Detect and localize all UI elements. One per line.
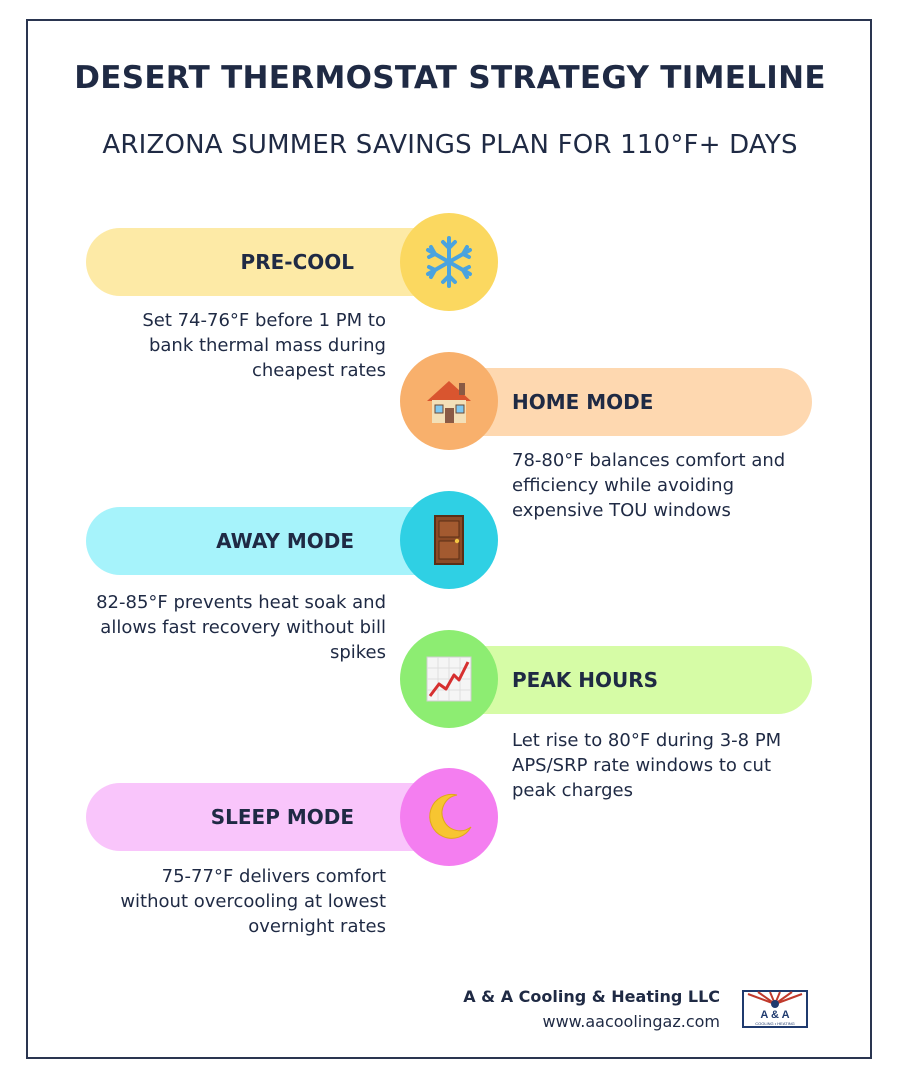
step-description-away-mode: 82-85°F prevents heat soak and allows fast recovery without bill spikes [96, 592, 386, 663]
step-label: HOME MODE [512, 390, 654, 414]
step-description-pre-cool: Set 74-76°F before 1 PM to bank thermal mass during cheapest rates [142, 310, 386, 381]
step-circle-away-mode [400, 491, 498, 589]
page-title: DESERT THERMOSTAT STRATEGY TIMELINE [74, 60, 826, 96]
step-circle-pre-cool [400, 213, 498, 311]
step-label: PEAK HOURS [512, 668, 659, 692]
step-circle-peak-hours [400, 630, 498, 728]
logo-subtext: COOLING • HEATING [755, 1021, 795, 1026]
step-label: PRE-COOL [240, 250, 354, 274]
logo-text: A & A [760, 1009, 790, 1021]
step-description-home-mode: 78-80°F balances comfort and efficiency while avoiding expensive TOU windows [512, 450, 786, 521]
company-logo [742, 990, 808, 1028]
step-label: SLEEP MODE [210, 805, 354, 829]
company-website[interactable]: www.aacoolingaz.com [542, 1012, 720, 1031]
step-circle-sleep-mode [400, 768, 498, 866]
step-description-sleep-mode: 75-77°F delivers comfort without overcooling at lowest overnight rates [120, 866, 386, 937]
crescent-moon-icon [421, 789, 477, 845]
step-description-peak-hours: Let rise to 80°F during 3-8 PM APS/SRP rate windows to cut peak charges [512, 730, 782, 801]
step-circle-home-mode [400, 352, 498, 450]
door-icon [421, 512, 477, 568]
chart-increasing-icon [421, 651, 477, 707]
step-label: AWAY MODE [216, 529, 354, 553]
snowflake-icon [421, 234, 477, 290]
house-icon [421, 373, 477, 429]
page-subtitle: ARIZONA SUMMER SAVINGS PLAN FOR 110°F+ DAYS [102, 130, 798, 160]
company-name: A & A Cooling & Heating LLC [463, 987, 720, 1006]
